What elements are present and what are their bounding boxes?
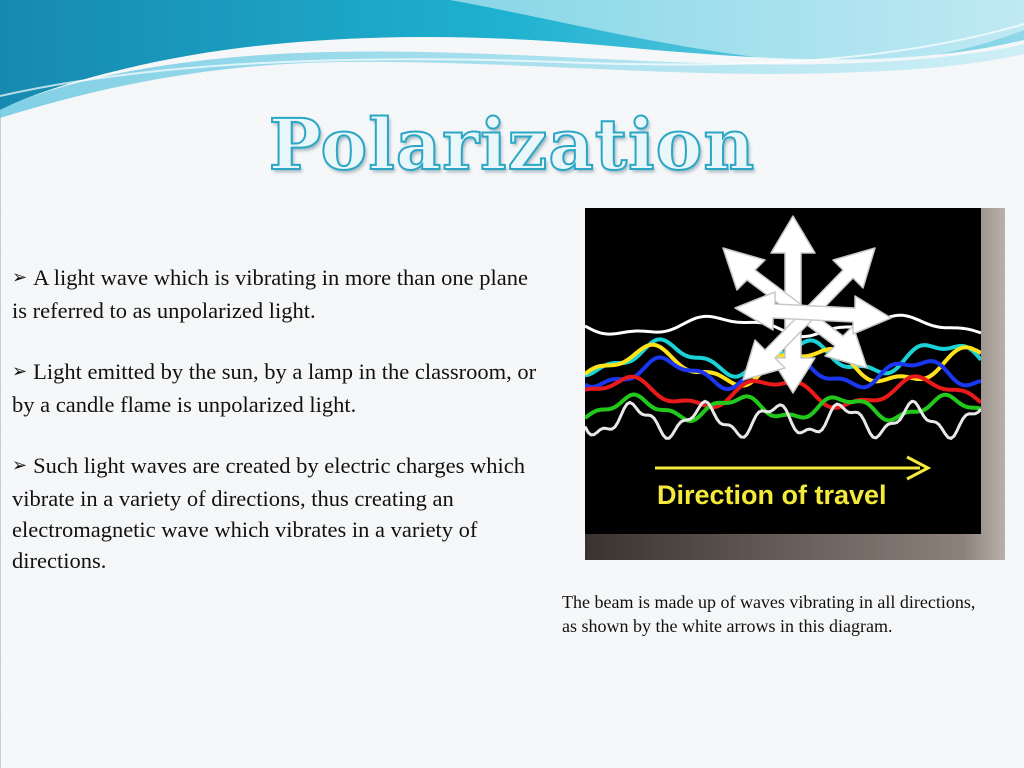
bullet-arrow-icon: ➢ (12, 455, 28, 475)
slide-title: Polarization (268, 103, 756, 186)
bullet-item (12, 262, 542, 326)
direction-of-travel-label: Direction of travel (657, 480, 887, 510)
bullet-text: A light wave which is vibrating in more than one plane is referred to as unpolarized light. (12, 265, 528, 323)
diagram-image (585, 208, 981, 534)
bullet-item (12, 356, 542, 420)
unpolarized-light-diagram (585, 208, 1005, 560)
bullet-list (12, 262, 542, 606)
diagram-caption: The beam is made up of waves vibrating in all directions, as shown by the white arrows in this diagram. (562, 592, 976, 636)
bullet-arrow-icon: ➢ (12, 361, 28, 381)
bullet-text: Such light waves are created by electric charges which vibrate in a variety of directions, thus creating an electromagnetic wave which vibrates in a variety of directions. (12, 453, 525, 573)
bullet-arrow-icon: ➢ (12, 267, 28, 287)
bullet-text: Light emitted by the sun, by a lamp in the classroom, or by a candle flame is unpolarized light. (12, 359, 537, 417)
bullet-item (12, 450, 542, 576)
